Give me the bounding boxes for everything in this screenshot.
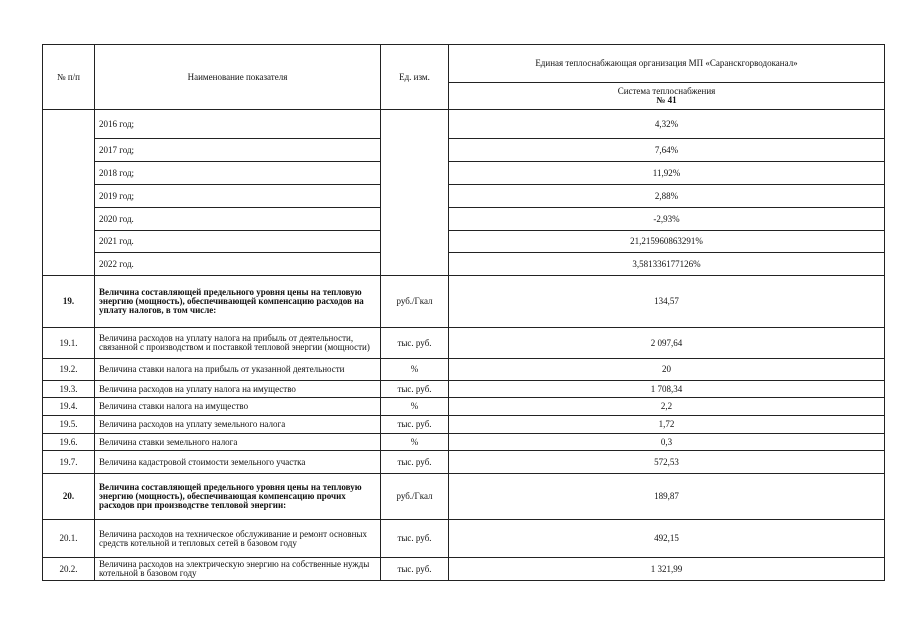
year-value: 3,581336177126% <box>449 253 885 276</box>
table-row <box>43 520 885 558</box>
row-num: 19.2. <box>43 359 95 381</box>
row-name: Величина расходов на уплату налога на имущество <box>95 381 381 398</box>
row-value: 2 097,64 <box>449 328 885 359</box>
year-row <box>43 110 885 139</box>
row-value: 572,53 <box>449 451 885 474</box>
year-value: 7,64% <box>449 139 885 162</box>
year-value: 11,92% <box>449 162 885 185</box>
row-value: 2,2 <box>449 398 885 416</box>
row-unit: руб./Гкал <box>381 276 449 328</box>
row-num: 19.6. <box>43 434 95 451</box>
row-name: Величина ставки земельного налога <box>95 434 381 451</box>
row-name: Величина составляющей предельного уровня цены на тепловую энергию (мощность), обеспечивающая компенсацию прочих расходов при производстве тепловой энергии: <box>95 474 381 520</box>
row-name: Величина составляющей предельного уровня цены на тепловую энергию (мощность), обеспечивающей компенсацию расходов на уплату налогов, в том числе: <box>95 276 381 328</box>
table-row <box>43 416 885 434</box>
row-num: 20.1. <box>43 520 95 558</box>
table-row <box>43 276 885 328</box>
row-name: Величина ставки налога на имущество <box>95 398 381 416</box>
header-num: № п/п <box>43 45 95 110</box>
year-rows-num-empty <box>43 110 95 276</box>
year-row <box>43 253 885 276</box>
row-value: 20 <box>449 359 885 381</box>
row-num: 19. <box>43 276 95 328</box>
table-row <box>43 558 885 581</box>
year-value: 21,215960863291% <box>449 231 885 253</box>
table-row <box>43 398 885 416</box>
row-name: Величина расходов на техническое обслуживание и ремонт основных средств котельной и тепловых сетей в базовом году <box>95 520 381 558</box>
row-unit: % <box>381 359 449 381</box>
header-system-line1: Система теплоснабжения <box>617 86 716 96</box>
row-value: 1 321,99 <box>449 558 885 581</box>
row-num: 20.2. <box>43 558 95 581</box>
row-num: 19.4. <box>43 398 95 416</box>
year-label: 2022 год. <box>95 253 381 276</box>
header-org: Единая теплоснабжающая организация МП «Саранскгорводоканал» <box>449 45 885 83</box>
year-value: 4,32% <box>449 110 885 139</box>
row-unit: % <box>381 434 449 451</box>
year-label: 2017 год; <box>95 139 381 162</box>
header-system-line2: № 41 <box>656 95 677 105</box>
table-row <box>43 474 885 520</box>
table-row <box>43 381 885 398</box>
header-unit: Ед. изм. <box>381 45 449 110</box>
year-row <box>43 185 885 208</box>
year-rows-unit-empty <box>381 110 449 276</box>
year-label: 2021 год. <box>95 231 381 253</box>
row-unit: % <box>381 398 449 416</box>
indicator-table <box>42 44 885 581</box>
header-name: Наименование показателя <box>95 45 381 110</box>
row-num: 20. <box>43 474 95 520</box>
row-unit: тыс. руб. <box>381 558 449 581</box>
year-label: 2016 год; <box>95 110 381 139</box>
row-num: 19.7. <box>43 451 95 474</box>
row-value: 1,72 <box>449 416 885 434</box>
row-unit: тыс. руб. <box>381 451 449 474</box>
year-label: 2018 год; <box>95 162 381 185</box>
row-unit: тыс. руб. <box>381 328 449 359</box>
row-unit: руб./Гкал <box>381 474 449 520</box>
header-system <box>449 83 885 110</box>
year-label: 2019 год; <box>95 185 381 208</box>
row-value: 189,87 <box>449 474 885 520</box>
row-value: 134,57 <box>449 276 885 328</box>
row-unit: тыс. руб. <box>381 381 449 398</box>
row-num: 19.3. <box>43 381 95 398</box>
year-row <box>43 231 885 253</box>
row-unit: тыс. руб. <box>381 416 449 434</box>
row-name: Величина кадастровой стоимости земельного участка <box>95 451 381 474</box>
row-value: 1 708,34 <box>449 381 885 398</box>
row-name: Величина расходов на электрическую энергию на собственные нужды котельной в базовом году <box>95 558 381 581</box>
table-row <box>43 451 885 474</box>
row-name: Величина ставки налога на прибыль от указанной деятельности <box>95 359 381 381</box>
year-value: 2,88% <box>449 185 885 208</box>
table-row <box>43 328 885 359</box>
row-value: 492,15 <box>449 520 885 558</box>
year-row <box>43 208 885 231</box>
table-row <box>43 359 885 381</box>
row-num: 19.1. <box>43 328 95 359</box>
row-name: Величина расходов на уплату земельного налога <box>95 416 381 434</box>
year-value: -2,93% <box>449 208 885 231</box>
row-unit: тыс. руб. <box>381 520 449 558</box>
year-label: 2020 год. <box>95 208 381 231</box>
year-row <box>43 162 885 185</box>
year-row <box>43 139 885 162</box>
row-name: Величина расходов на уплату налога на прибыль от деятельности, связанной с производством и поставкой тепловой энергии (мощности) <box>95 328 381 359</box>
table-row <box>43 434 885 451</box>
row-num: 19.5. <box>43 416 95 434</box>
row-value: 0,3 <box>449 434 885 451</box>
